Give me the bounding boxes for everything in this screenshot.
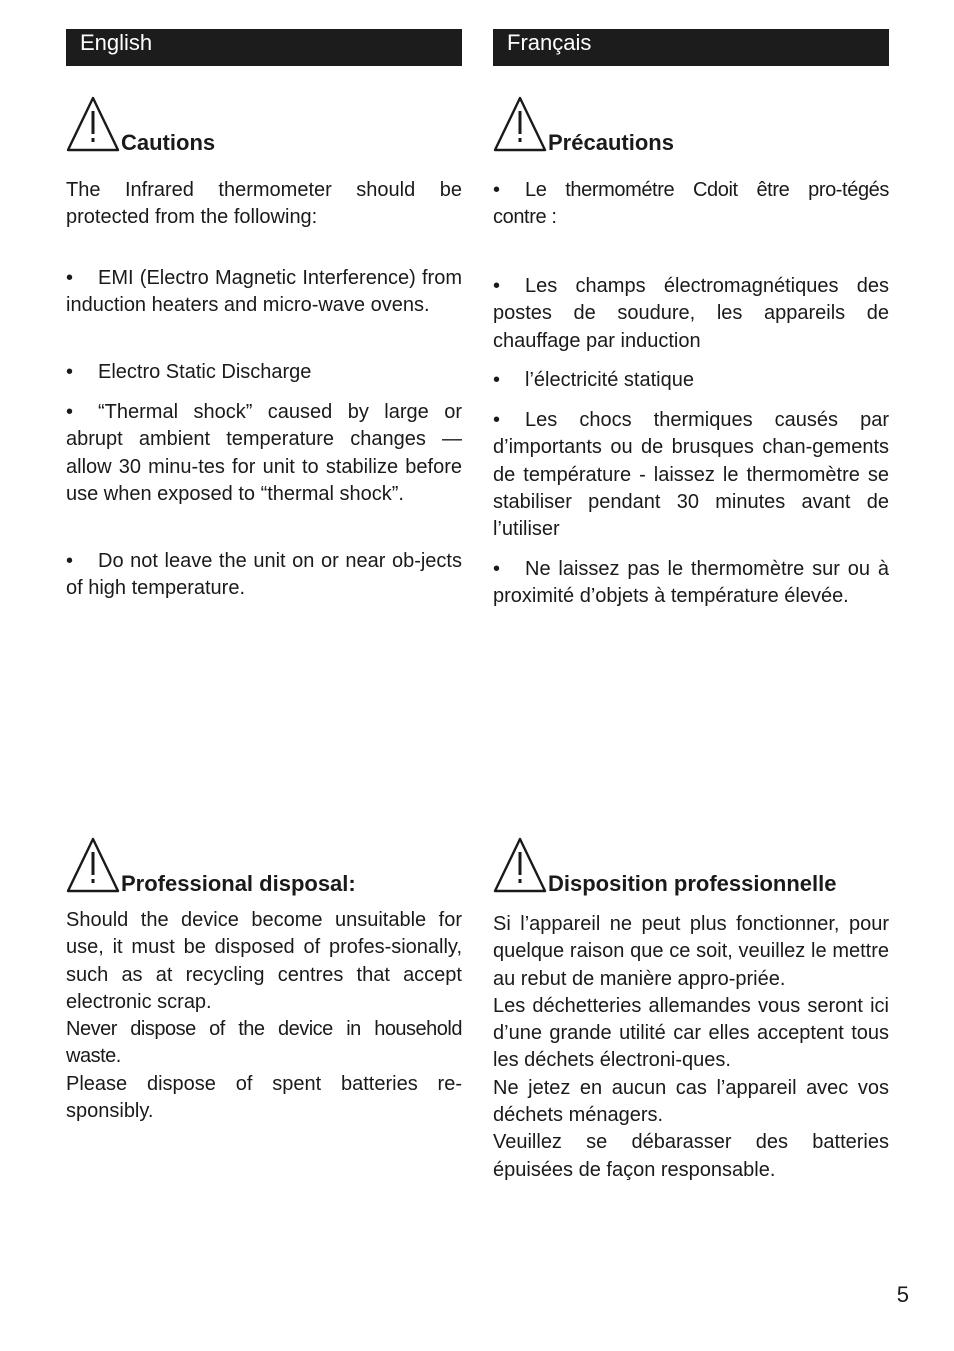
bullet-text: Electro Static Discharge bbox=[98, 361, 312, 383]
warning-triangle-icon bbox=[66, 96, 120, 152]
cautions-intro bbox=[66, 177, 462, 232]
disposition-paragraph: Les déchetteries allemandes vous seront ici d’une grande utilité car elles acceptent tous les déchets électroni-ques. bbox=[493, 994, 889, 1072]
disposal-paragraph: Should the device become unsuitable for use, it must be disposed of profes-sionally, such as at recycling centres that accept electronic scrap. bbox=[66, 909, 462, 1013]
disposal-title: Professional disposal: bbox=[121, 871, 356, 896]
page-number: 5 bbox=[896, 1282, 909, 1307]
warning-triangle-icon bbox=[493, 96, 547, 152]
disposition-heading bbox=[493, 837, 889, 897]
cautions-heading bbox=[66, 96, 462, 156]
precautions-intro-text: Le thermométre Cdoit être pro-tégés contre : bbox=[493, 179, 889, 229]
precautions-bullet-4: • Ne laissez pas le thermomètre sur ou à proximité d’objets à température élevée. bbox=[493, 558, 889, 608]
warning-triangle-icon bbox=[66, 837, 120, 893]
disposition-paragraph: Ne jetez en aucun cas l’appareil avec vos déchets ménagers. bbox=[493, 1076, 889, 1127]
precautions-bullet-1: • Les champs électromagnétiques des postes de soudure, les appareils de chauffage par induction bbox=[493, 275, 889, 352]
disposal-paragraph: Never dispose of the device in household waste. bbox=[66, 1018, 462, 1068]
disposition-paragraph: Si l’appareil ne peut plus fonctionner, pour quelque raison que ce soit, veuillez le mettre au rebut de manière appro-priée. bbox=[493, 913, 889, 990]
cautions-bullet-3: • “Thermal shock” caused by large or abrupt ambient temperature changes — allow 30 minu-tes for unit to stabilize before use when exposed to “thermal shock”. bbox=[66, 401, 462, 505]
precautions-title: Précautions bbox=[548, 130, 674, 155]
cautions-intro-text: The Infrared thermometer should be protected from the following: bbox=[66, 179, 462, 229]
disposal-heading bbox=[66, 837, 462, 897]
cautions-bullet-1: • EMI (Electro Magnetic Interference) from induction heaters and micro-wave ovens. bbox=[66, 267, 462, 317]
disposal-paragraph: Please dispose of spent batteries re-sponsibly. bbox=[66, 1072, 462, 1123]
bullet-text: Les champs électromagnétiques des postes de soudure, les appareils de chauffage par induction bbox=[493, 275, 889, 352]
disposition-title: Disposition professionnelle bbox=[548, 871, 837, 896]
language-header-english: English bbox=[66, 29, 462, 66]
disposition-body bbox=[493, 911, 889, 1184]
bullet-text: “Thermal shock” caused by large or abrupt ambient temperature changes — allow 30 minu-tes for unit to stabilize before use when exposed to “thermal shock”. bbox=[66, 401, 462, 505]
bullet-text: Do not leave the unit on or near ob-jects of high temperature. bbox=[66, 550, 462, 600]
cautions-bullet-2: • Electro Static Discharge bbox=[66, 361, 312, 383]
disposition-paragraph: Veuillez se débarasser des batteries épuisées de façon responsable. bbox=[493, 1131, 889, 1181]
disposal-body bbox=[66, 907, 462, 1125]
precautions-intro: • Le thermométre Cdoit être pro-tégés contre : bbox=[493, 179, 889, 229]
precautions-heading bbox=[493, 96, 889, 156]
bullet-text: Les chocs thermiques causés par d’importants ou de brusques chan-gements de température - laissez le thermomètre se stabiliser pendant 30 minutes avant de l’utiliser bbox=[493, 409, 889, 541]
precautions-bullet-3: • Les chocs thermiques causés par d’importants ou de brusques chan-gements de température - laissez le thermomètre se stabiliser pendant 30 minutes avant de l’utiliser bbox=[493, 409, 889, 541]
precautions-bullet-2: • l’électricité statique bbox=[493, 369, 694, 391]
language-header-francais: Français bbox=[493, 29, 889, 66]
cautions-bullet-4: • Do not leave the unit on or near ob-jects of high temperature. bbox=[66, 550, 462, 600]
bullet-text: EMI (Electro Magnetic Interference) from induction heaters and micro-wave ovens. bbox=[66, 267, 462, 317]
bullet-text: Ne laissez pas le thermomètre sur ou à proximité d’objets à température élevée. bbox=[493, 558, 889, 608]
warning-triangle-icon bbox=[493, 837, 547, 893]
cautions-title: Cautions bbox=[121, 130, 216, 155]
bullet-text: l’électricité statique bbox=[525, 369, 694, 391]
